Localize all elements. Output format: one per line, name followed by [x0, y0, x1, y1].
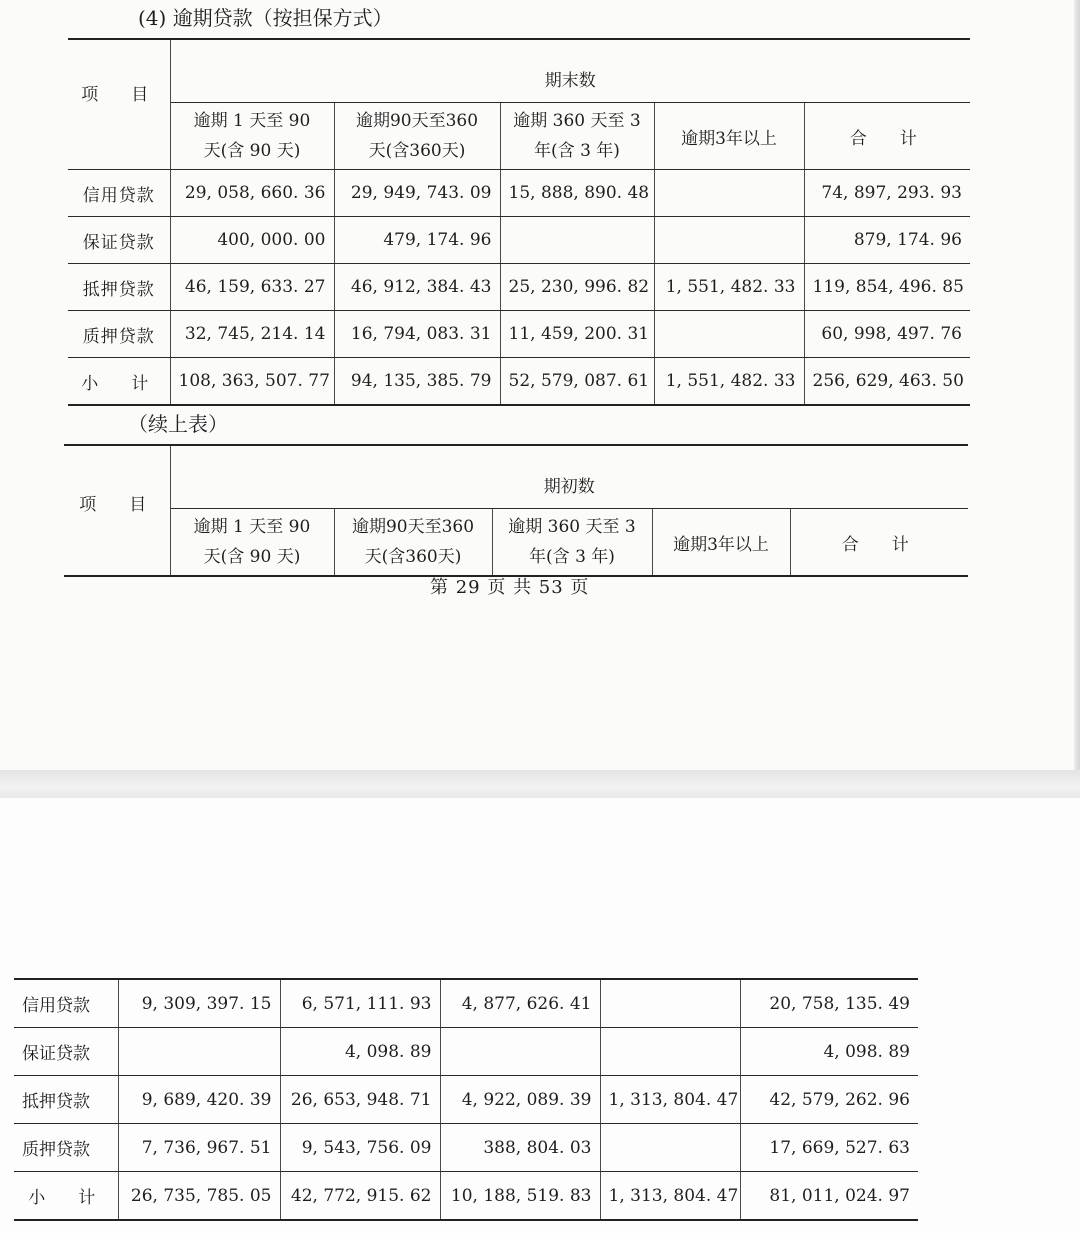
table-row-subtotal — [68, 358, 970, 406]
cell: 1, 551, 482. 33 — [654, 358, 804, 406]
cell: 9, 543, 756. 09 — [280, 1124, 440, 1172]
cell: 29, 949, 743. 09 — [334, 170, 500, 217]
cell: 46, 912, 384. 43 — [334, 264, 500, 311]
cell: 1, 551, 482. 33 — [654, 264, 804, 311]
item-header: 项 目 — [68, 39, 170, 170]
cell — [600, 1124, 740, 1172]
table-row — [14, 1076, 918, 1124]
row-label: 抵押贷款 — [68, 264, 170, 311]
cell: 1, 313, 804. 47 — [600, 1172, 740, 1221]
col-header-total: 合 计 — [804, 103, 970, 170]
begin-period-data-table — [14, 978, 918, 1221]
table-row — [68, 170, 970, 217]
cell: 74, 897, 293. 93 — [804, 170, 970, 217]
row-label: 质押贷款 — [68, 311, 170, 358]
cell: 52, 579, 087. 61 — [500, 358, 654, 406]
section-title: (4) 逾期贷款（按担保方式） — [138, 6, 393, 30]
table-row — [14, 1124, 918, 1172]
col-header-over-3y: 逾期3年以上 — [654, 103, 804, 170]
cell: 4, 098. 89 — [280, 1028, 440, 1076]
end-period-table — [68, 38, 970, 406]
cell: 400, 000. 00 — [170, 217, 334, 264]
page-number: 第 29 页 共 53 页 — [430, 577, 590, 598]
table-row — [68, 217, 970, 264]
table-row-subtotal — [14, 1172, 918, 1221]
cell: 119, 854, 496. 85 — [804, 264, 970, 311]
cell: 42, 772, 915. 62 — [280, 1172, 440, 1221]
table-row — [68, 311, 970, 358]
col-header-90-360: 逾期90天至360 天(含360天) — [334, 103, 500, 170]
cell — [440, 1028, 600, 1076]
cell — [654, 170, 804, 217]
row-label: 小 计 — [68, 358, 170, 406]
cell: 17, 669, 527. 63 — [740, 1124, 918, 1172]
cell: 16, 794, 083. 31 — [334, 311, 500, 358]
cell: 29, 058, 660. 36 — [170, 170, 334, 217]
cell: 25, 230, 996. 82 — [500, 264, 654, 311]
cell: 6, 571, 111. 93 — [280, 979, 440, 1028]
cell: 20, 758, 135. 49 — [740, 979, 918, 1028]
table-row — [14, 979, 918, 1028]
cell — [118, 1028, 280, 1076]
cell: 81, 011, 024. 97 — [740, 1172, 918, 1221]
cell: 9, 309, 397. 15 — [118, 979, 280, 1028]
col-header-360-3y: 逾期 360 天至 3 年(含 3 年) — [492, 509, 652, 577]
row-label: 信用贷款 — [68, 170, 170, 217]
cell — [654, 311, 804, 358]
cell: 388, 804. 03 — [440, 1124, 600, 1172]
continued-title: （续上表） — [128, 412, 228, 436]
row-label: 保证贷款 — [68, 217, 170, 264]
col-header-1-90: 逾期 1 天至 90 天(含 90 天) — [170, 509, 334, 577]
col-header-1-90: 逾期 1 天至 90 天(含 90 天) — [170, 103, 334, 170]
table-row — [14, 1028, 918, 1076]
col-header-total: 合 计 — [790, 509, 968, 577]
cell: 10, 188, 519. 83 — [440, 1172, 600, 1221]
row-label: 小 计 — [14, 1172, 118, 1221]
row-label: 信用贷款 — [14, 979, 118, 1028]
cell: 11, 459, 200. 31 — [500, 311, 654, 358]
page-separator — [0, 770, 1080, 798]
col-header-90-360: 逾期90天至360 天(含360天) — [334, 509, 492, 577]
cell: 108, 363, 507. 77 — [170, 358, 334, 406]
begin-period-header-table — [64, 444, 968, 577]
cell: 32, 745, 214. 14 — [170, 311, 334, 358]
cell: 9, 689, 420. 39 — [118, 1076, 280, 1124]
cell: 94, 135, 385. 79 — [334, 358, 500, 406]
period-header: 期初数 — [170, 445, 968, 509]
col-header-over-3y: 逾期3年以上 — [652, 509, 790, 577]
cell: 4, 922, 089. 39 — [440, 1076, 600, 1124]
cell: 4, 877, 626. 41 — [440, 979, 600, 1028]
cell: 26, 653, 948. 71 — [280, 1076, 440, 1124]
row-label: 保证贷款 — [14, 1028, 118, 1076]
row-label: 抵押贷款 — [14, 1076, 118, 1124]
period-header: 期末数 — [170, 39, 970, 103]
cell: 60, 998, 497. 76 — [804, 311, 970, 358]
cell: 7, 736, 967. 51 — [118, 1124, 280, 1172]
cell — [600, 979, 740, 1028]
cell: 42, 579, 262. 96 — [740, 1076, 918, 1124]
cell: 1, 313, 804. 47 — [600, 1076, 740, 1124]
item-header: 项 目 — [64, 445, 170, 576]
cell: 256, 629, 463. 50 — [804, 358, 970, 406]
table-row — [68, 264, 970, 311]
cell — [500, 217, 654, 264]
cell — [654, 217, 804, 264]
cell — [600, 1028, 740, 1076]
col-header-360-3y: 逾期 360 天至 3 年(含 3 年) — [500, 103, 654, 170]
cell: 46, 159, 633. 27 — [170, 264, 334, 311]
cell: 879, 174. 96 — [804, 217, 970, 264]
cell: 15, 888, 890. 48 — [500, 170, 654, 217]
cell: 4, 098. 89 — [740, 1028, 918, 1076]
cell: 26, 735, 785. 05 — [118, 1172, 280, 1221]
row-label: 质押贷款 — [14, 1124, 118, 1172]
cell: 479, 174. 96 — [334, 217, 500, 264]
page-edge-shadow — [1074, 0, 1080, 770]
